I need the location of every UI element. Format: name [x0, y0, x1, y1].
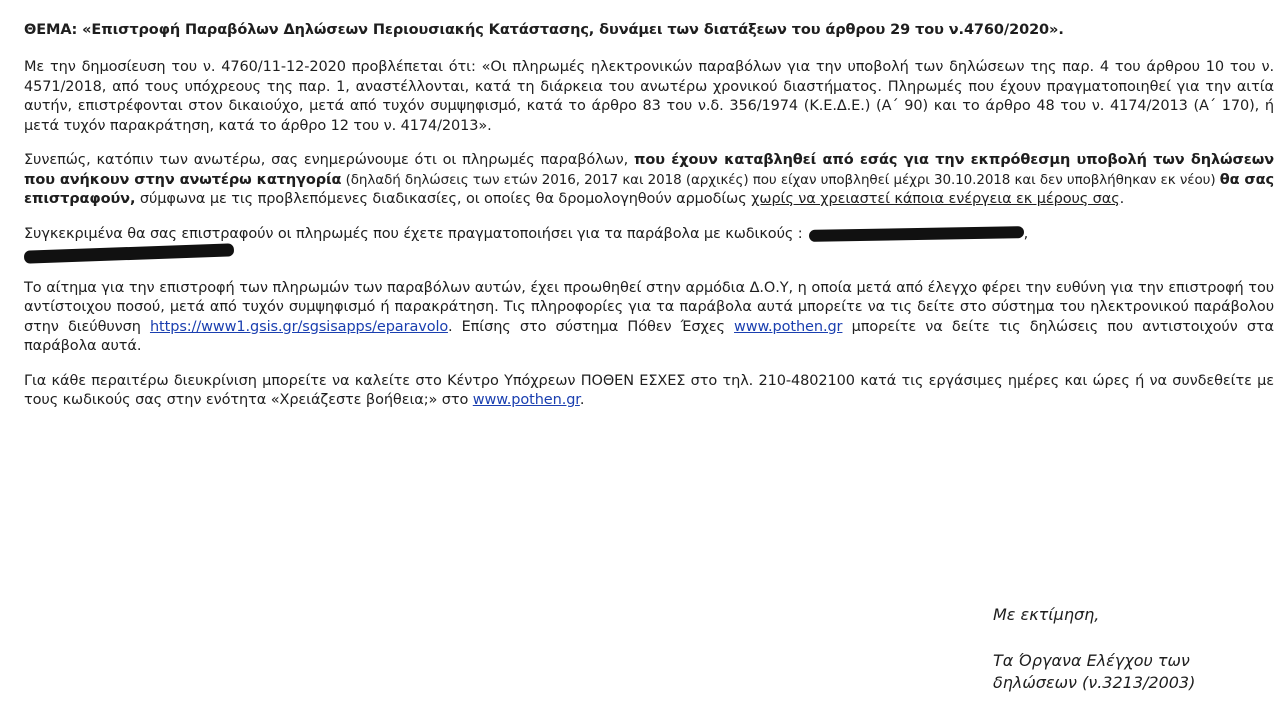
paragraph-contact	[24, 372, 1274, 411]
redacted-code-1	[808, 226, 1023, 242]
text-segment: .	[579, 392, 585, 408]
document-body	[24, 20, 1274, 426]
signature-line-2: δηλώσεων (ν.3213/2003)	[993, 673, 1196, 692]
text-segment: . Επίσης στο σύστημα Πόθεν Έσχες	[447, 318, 735, 335]
bold-segment: θα σας επιστραφούν,	[24, 171, 1274, 207]
text-segment: Για κάθε περαιτέρω διευκρίνιση μπορείτε να καλείτε στο Κέντρο Υπόχρεων ΠΟΘΕΝ ΕΣΧΕΣ στο τηλ. 210-4802100 κατά τις εργάσιμες ημέρες και ώρες ή να συνδεθείτε με τους κωδικούς σας στην ενότητα «Χρειάζεστε βοήθεια;» στο	[24, 372, 1274, 408]
text-segment: σύμφωνα με τις προβλεπόμενες διαδικασίες, οι οποίες θα δρομολογηθούν αρμοδίως	[135, 191, 752, 207]
text-segment: Συνεπώς, κατόπιν των ανωτέρω, σας ενημερώνουμε ότι οι πληρωμές παραβόλων,	[24, 152, 635, 168]
bold-segment: που έχουν καταβληθεί από εσάς για την εκπρόθεσμη υποβολή των δηλώσεων που ανήκουν στην ανωτέρω κατηγορία	[24, 152, 1274, 188]
signature-block	[993, 604, 1195, 694]
signature-line-1: Τα Όργανα Ελέγχου των	[993, 651, 1190, 670]
text-segment: ,	[1023, 225, 1029, 242]
underlined-segment: χωρίς να χρειαστεί κάποια ενέργεια εκ μέρους σας	[751, 191, 1120, 207]
eparavolo-link[interactable]: https://www1.gsis.gr/sgsisapps/eparavolo	[149, 318, 448, 335]
pothen-help-link[interactable]: www.pothen.gr	[472, 392, 580, 408]
text-segment: μπορείτε να δείτε τις δηλώσεις που αντιστοιχούν στα παράβολα αυτά.	[24, 318, 1274, 354]
text-segment: (δηλαδή δηλώσεις των ετών 2016, 2017 και 2018 (αρχικές) που είχαν υποβληθεί μέχρι 30.10.2018 και δεν υποβλήθηκαν εκ νέου)	[341, 171, 1220, 188]
signature-closing: Με εκτίμηση,	[993, 605, 1100, 624]
pothen-link[interactable]: www.pothen.gr	[734, 318, 843, 335]
paragraph-tax-office	[24, 279, 1274, 357]
subject-heading: ΘΕΜΑ: «Επιστροφή Παραβόλων Δηλώσεων Περιουσιακής Κατάστασης, δυνάμει των διατάξεων του άρθρου 29 του ν.4760/2020».	[24, 22, 1064, 38]
text-segment: Το αίτημα για την επιστροφή των πληρωμών των παραβόλων αυτών, έχει προωθηθεί στην αρμόδια Δ.Ο.Υ, η οποία μετά από έλεγχο φέρει την ευθύνη για την επιστροφή του αντίστοιχου ποσού, μετά από τυχόν συμψηφισμό ή παρακράτηση. Τις πληροφορίες για τα παράβολα αυτά μπορείτε να τις δείτε στο σύστημα του ηλεκτρονικού παράβολου στην διεύθυνση	[24, 279, 1274, 335]
redacted-code-2	[24, 243, 234, 263]
paragraph-law-citation: Με την δημοσίευση του ν. 4760/11-12-2020 προβλέπεται ότι: «Οι πληρωμές ηλεκτρονικών παραβόλων για την υποβολή των δηλώσεων της παρ. 4 του άρθρου 10 του ν. 4571/2018, από τους υπόχρεους της παρ. 1, αναστέλλονται, κατά τη διάρκεια του ανωτέρω χρονικού διαστήματος. Πληρωμές που έχουν πραγματοποιηθεί για την αιτία αυτήν, επιστρέφονται στον δικαιούχο, μετά από τυχόν συμψηφισμό, κατά το άρθρο 83 του ν.δ. 356/1974 (Κ.Ε.Δ.Ε.) (Α΄ 90) και το άρθρο 48 του ν. 4174/2013 (Α΄ 170), ή μετά τυχόν παρακράτηση, κατά το άρθρο 12 του ν. 4174/2013».	[24, 59, 1274, 134]
text-segment: .	[1119, 191, 1125, 207]
paragraph-payment-codes	[24, 225, 1274, 264]
paragraph-refund-notice	[24, 151, 1274, 210]
text-segment: Συγκεκριμένα θα σας επιστραφούν οι πληρωμές που έχετε πραγματοποιήσει για τα παράβολα με κωδικούς :	[24, 225, 803, 242]
